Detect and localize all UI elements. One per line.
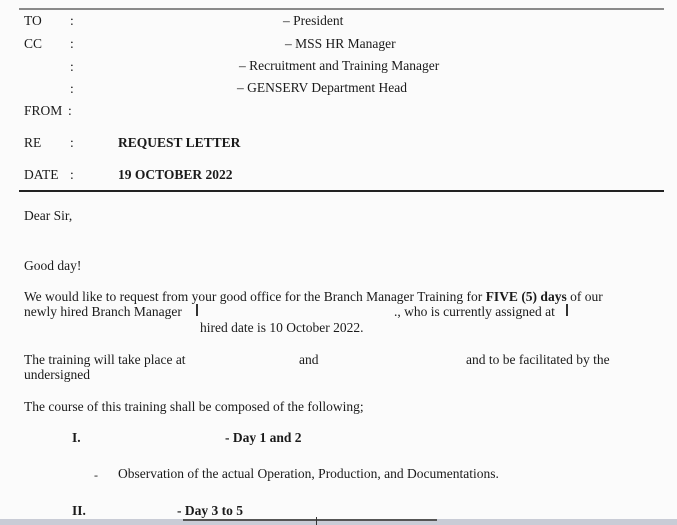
from-colon: : [68,103,72,118]
header-divider [19,190,664,192]
para1-line2-b: ., who is currently assigned at [394,304,555,319]
cc-colon-3: : [70,81,74,96]
top-rule [19,8,664,10]
para2-line1-c: and to be facilitated by the [466,352,610,367]
date-label: DATE [24,167,59,182]
para1-line1-bold: FIVE (5) days [485,289,567,304]
recipient-recruitment-manager: – Recruitment and Training Manager [239,58,440,73]
bullet-dash-icon: - [94,468,98,482]
cc-label: CC [24,36,43,51]
item-numeral: I. [72,430,81,445]
salutation: Dear Sir, [24,208,73,223]
recipient-president: – President [283,13,344,28]
to-colon: : [70,13,74,28]
para1-line1 [24,289,636,305]
item-title: - Day 3 to 5 [177,503,243,518]
redaction-mark [196,304,198,316]
redaction-mark [566,304,568,316]
bottom-rule-tick [316,517,317,525]
to-label: TO [24,13,42,28]
para1-line1-end: of our [570,289,603,304]
bullet-text: Observation of the actual Operation, Production, and Documentations. [118,466,499,481]
subject: REQUEST LETTER [118,135,241,150]
recipient-hr-manager: – MSS HR Manager [285,36,396,51]
date-value: 19 OCTOBER 2022 [118,167,233,182]
bottom-rule [183,519,437,521]
para2-line2: undersigned [24,367,90,382]
item-numeral: II. [72,503,86,518]
date-colon: : [70,167,74,182]
para1-line2-a: newly hired Branch Manager [24,304,182,319]
re-colon: : [70,135,74,150]
cc-colon-2: : [70,59,74,74]
course-intro: The course of this training shall be composed of the following; [24,399,364,414]
re-label: RE [24,135,42,150]
para2-line1-b: and [299,352,319,367]
from-label: FROM [24,103,63,118]
para1-line3: hired date is 10 October 2022. [200,320,364,335]
recipient-genserv-head: – GENSERV Department Head [237,80,408,95]
greeting: Good day! [24,258,82,273]
para2-line1-a: The training will take place at [24,352,186,367]
para1-line1-start: We would like to request from your good office for the Branch Manager Training for [24,289,483,304]
cc-colon: : [70,36,74,51]
item-title: - Day 1 and 2 [225,430,302,445]
